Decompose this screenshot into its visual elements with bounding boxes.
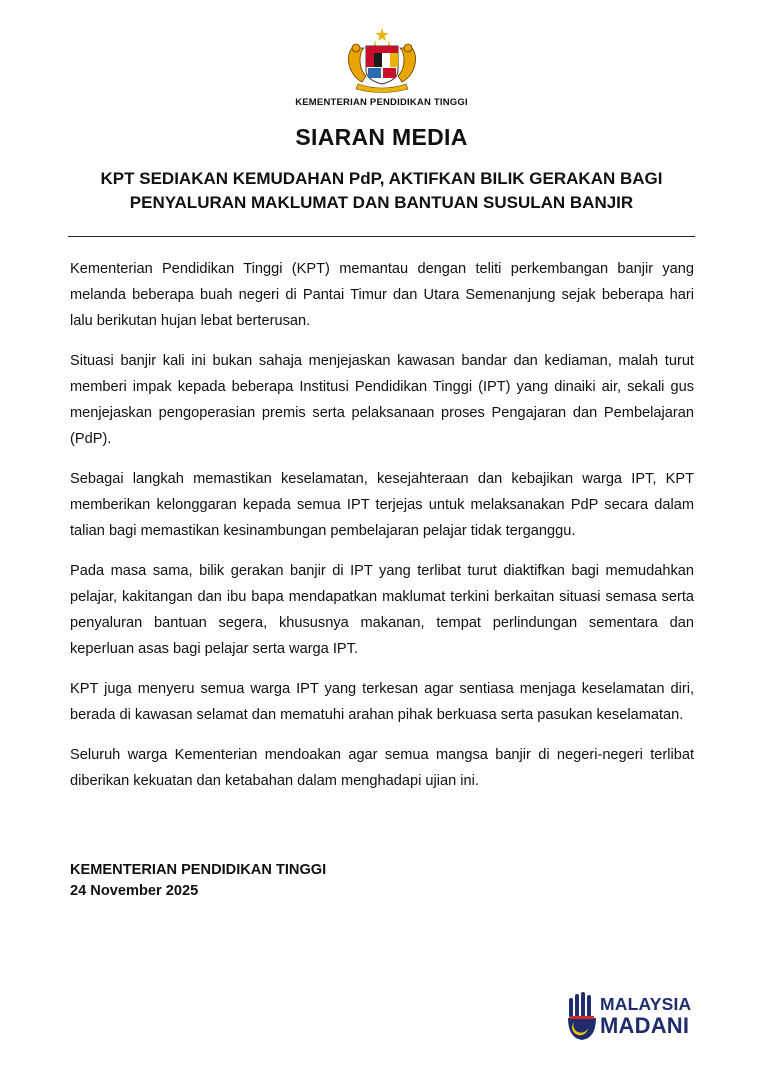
body-text	[70, 256, 694, 808]
paragraph-6: Seluruh warga Kementerian mendoakan agar semua mangsa banjir di negeri-negeri terlibat diberikan kekuatan dan ketabahan dalam menghadapi ujian ini.	[70, 747, 694, 789]
signoff	[70, 860, 470, 902]
paragraph-3: Sebagai langkah memastikan keselamatan, kesejahteraan dan kebajikan warga IPT, KPT memberikan kelonggaran kepada semua IPT terjejas untuk melaksanakan PdP secara dalam talian bagi memastikan kesinambungan pembelajaran pelajar tidak terganggu.	[70, 471, 694, 539]
coat-of-arms-icon	[336, 26, 428, 96]
madani-wordmark	[600, 994, 691, 1038]
headline-line-2: PENYALURAN MAKLUMAT DAN BANTUAN SUSULAN BANJIR	[129, 193, 634, 212]
madani-emblem-icon	[566, 992, 598, 1042]
signoff-ministry: KEMENTERIAN PENDIDIKAN TINGGI	[70, 862, 327, 878]
ministry-header: KEMENTERIAN PENDIDIKAN TINGGI	[295, 97, 468, 108]
headline-line-1: KPT SEDIAKAN KEMUDAHAN PdP, AKTIFKAN BILIK GERAKAN BAGI	[100, 169, 663, 188]
madani-line-2: MADANI	[600, 1013, 690, 1038]
headline	[60, 167, 703, 215]
paragraph-2: Situasi banjir kali ini bukan sahaja menjejaskan kawasan bandar dan kediaman, malah turut memberi impak kepada beberapa Institusi Pendidikan Tinggi (IPT) yang dinaiki air, sekali gus menjejaskan pengoperasian premis serta pelaksanaan proses Pengajaran dan Pembelajaran (PdP).	[70, 353, 694, 447]
malaysia-madani-logo	[566, 990, 698, 1042]
divider	[68, 236, 695, 237]
paragraph-5: KPT juga menyeru semua warga IPT yang terkesan agar sentiasa menjaga keselamatan diri, berada di kawasan selamat dan mematuhi arahan pihak berkuasa serta pasukan keselamatan.	[70, 681, 694, 723]
paragraph-4: Pada masa sama, bilik gerakan banjir di IPT yang terlibat turut diaktifkan bagi memudahkan pelajar, kakitangan dan ibu bapa mendapatkan maklumat terkini berkaitan situasi semasa serta penyaluran bantuan segera, khususnya makanan, tempat perlindungan sementara dan keperluan asas bagi pelajar serta warga IPT.	[70, 563, 694, 657]
signoff-date: 24 November 2025	[70, 883, 199, 899]
madani-line-1: MALAYSIA	[600, 994, 692, 1014]
page-title: SIARAN MEDIA	[295, 124, 468, 150]
paragraph-1: Kementerian Pendidikan Tinggi (KPT) memantau dengan teliti perkembangan banjir yang melanda beberapa buah negeri di Pantai Timur dan Utara Semenanjung sejak beberapa hari lalu berikutan hujan lebat berterusan.	[70, 261, 694, 329]
